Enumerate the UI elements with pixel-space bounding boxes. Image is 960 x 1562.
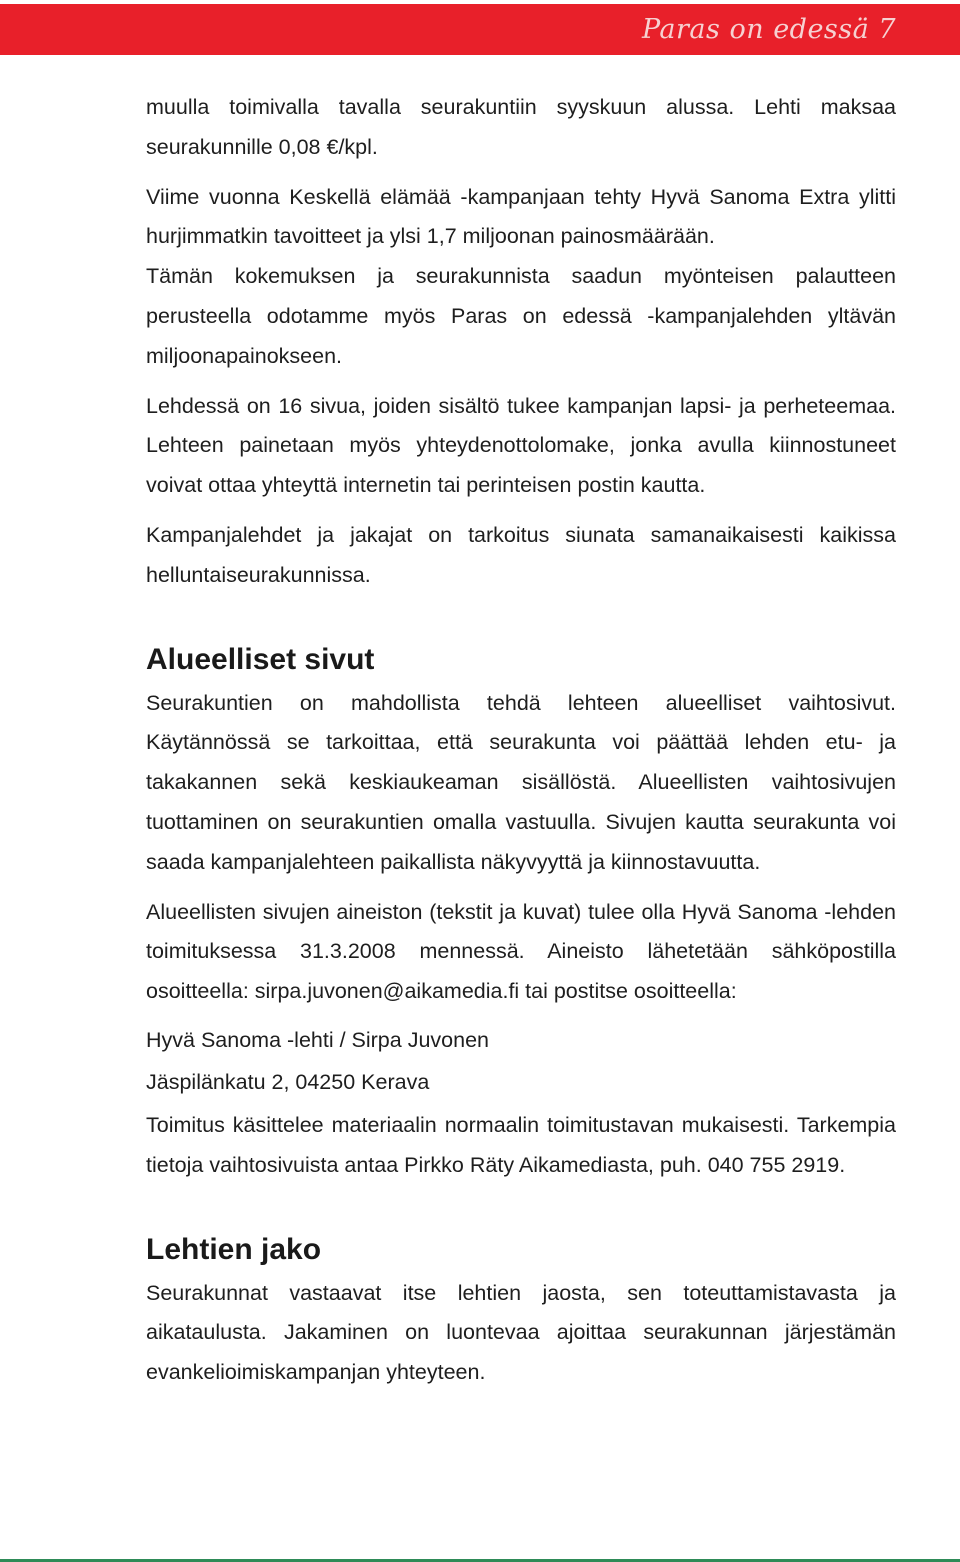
intro-paragraph-5: Kampanjalehdet ja jakajat on tarkoitus siunata samanaikaisesti kaikissa helluntaiseurakunnissa. — [146, 522, 896, 587]
distribution-paragraph: Seurakunnat vastaavat itse lehtien jaosta, sen toteuttamistavasta ja aikataulusta. Jakaminen on luontevaa ajoittaa seurakunnan järjestämän evankelioimiskampanjan yhteyteen. — [146, 1280, 896, 1385]
section-heading-regional: Alueelliset sivut — [146, 642, 375, 676]
article-body — [146, 88, 896, 1403]
running-header-band — [0, 4, 960, 55]
regional-closing-paragraph: Toimitus käsittelee materiaalin normaalin toimitustavan mukaisesti. Tarkempia tietoja vaihtosivuista antaa Pirkko Räty Aikamediasta, puh. 040 755 2919. — [146, 1112, 896, 1177]
postal-address-street: Jäspilänkatu 2, 04250 Kerava — [146, 1069, 430, 1094]
regional-paragraph-2: Alueellisten sivujen aineiston (tekstit ja kuvat) tulee olla Hyvä Sanoma -lehden toimituksessa 31.3.2008 mennessä. Aineisto lähetetään sähköpostilla osoitteella: sirpa.juvonen@aikamedia.fi tai postitse osoitteella: — [146, 899, 896, 1004]
intro-paragraph-3: Tämän kokemuksen ja seurakunnista saadun myönteisen palautteen perusteella odotamme myös Paras on edessä -kampanjalehden yltävän miljoonapainokseen. — [146, 264, 896, 368]
regional-paragraph-1: Seurakuntien on mahdollista tehdä lehteen alueelliset vaihtosivut. Käytännössä se tarkoittaa, että seurakunta voi päättää lehden etu- ja takakannen sekä keskiaukeaman sisällöstä. Alueellisten vaihtosivujen tuottaminen on seurakuntien omalla vastuulla. Sivujen kautta seurakunta voi saada kampanjalehteen paikallista näkyvyyttä ja kiinnostavuutta. — [146, 690, 896, 874]
postal-address-recipient: Hyvä Sanoma -lehti / Sirpa Juvonen — [146, 1027, 489, 1052]
running-header-title: Paras on edessä 7 — [641, 14, 896, 45]
intro-paragraph-4: Lehdessä on 16 sivua, joiden sisältö tukee kampanjan lapsi- ja perheteemaa. Lehteen painetaan myös yhteydenottolomake, jonka avulla kiinnostuneet voivat ottaa yhteyttä internetin tai perinteisen postin kautta. — [146, 393, 896, 498]
intro-paragraph-2: Viime vuonna Keskellä elämää -kampanjaan tehty Hyvä Sanoma Extra ylitti hurjimmatkin tavoitteet ja ylsi 1,7 miljoonan painosmäärään. — [146, 184, 896, 249]
intro-paragraph-1: muulla toimivalla tavalla seurakuntiin syyskuun alussa. Lehti maksaa seurakunnille 0,08 €/kpl. — [146, 95, 896, 159]
section-heading-distribution: Lehtien jako — [146, 1232, 322, 1266]
